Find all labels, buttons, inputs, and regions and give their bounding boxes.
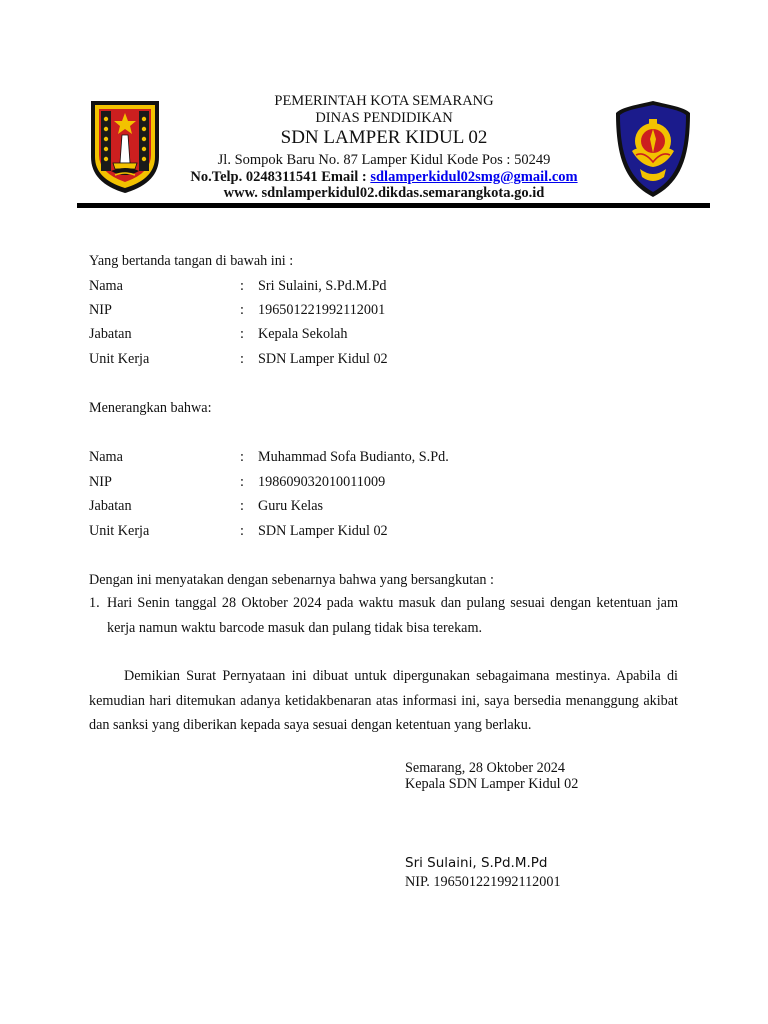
signer-value: Sri Sulaini, S.Pd.M.Pd bbox=[258, 278, 387, 294]
school-name: SDN LAMPER KIDUL 02 bbox=[280, 127, 488, 148]
subject-colon: : bbox=[240, 449, 244, 465]
signer-colon: : bbox=[240, 278, 244, 294]
phone-text: No.Telp. 0248311541 Email : bbox=[190, 169, 371, 185]
subject-value: SDN Lamper Kidul 02 bbox=[258, 523, 388, 539]
signer-colon: : bbox=[240, 351, 244, 367]
letterhead-line2: DINAS PENDIDIKAN bbox=[315, 110, 453, 126]
signer-label: NIP bbox=[89, 302, 112, 318]
subject-colon: : bbox=[240, 474, 244, 490]
subject-colon: : bbox=[240, 523, 244, 539]
school-address: Jl. Sompok Baru No. 87 Lamper Kidul Kode Pos : 50249 bbox=[217, 152, 551, 168]
intro-text: Yang bertanda tangan di bawah ini : bbox=[89, 253, 294, 269]
signer-label: Unit Kerja bbox=[89, 351, 150, 367]
subject-value: Muhammad Sofa Budianto, S.Pd. bbox=[258, 449, 449, 465]
signer-label: Jabatan bbox=[89, 326, 132, 342]
closing-paragraph: Demikian Surat Pernyataan ini dibuat untuk dipergunakan sebagaimana mestinya. Apabila di kemudian hari ditemukan adanya ketidakbenaran atas informasi ini, saya bersedia menanggung akibat dan sanksi yang diberikan kepada saya sesuai dengan ketentuan yang berlaku. bbox=[89, 668, 678, 733]
signer-colon: : bbox=[240, 326, 244, 342]
statement-item-text: Hari Senin tanggal 28 Oktober 2024 pada waktu masuk dan pulang sesuai dengan ketentuan jam kerja namun waktu barcode masuk dan pulang tidak bisa terekam. bbox=[107, 595, 678, 636]
menerangkan-text: Menerangkan bahwa: bbox=[89, 400, 212, 416]
email-link[interactable]: sdlamperkidul02smg@gmail.com bbox=[370, 169, 578, 185]
signature-position: Kepala SDN Lamper Kidul 02 bbox=[405, 776, 579, 792]
statement-item-number: 1. bbox=[89, 595, 100, 611]
signer-label: Nama bbox=[89, 278, 123, 294]
signature-name: Sri Sulaini, S.Pd.M.Pd bbox=[405, 855, 548, 871]
signer-colon: : bbox=[240, 302, 244, 318]
subject-label: NIP bbox=[89, 474, 112, 490]
signer-value: Kepala Sekolah bbox=[258, 326, 348, 342]
subject-colon: : bbox=[240, 498, 244, 514]
contact-line bbox=[0, 169, 768, 185]
subject-value: 198609032010011009 bbox=[258, 474, 386, 490]
statement-item bbox=[89, 591, 678, 641]
signature-place-date: Semarang, 28 Oktober 2024 bbox=[405, 760, 565, 776]
letterhead-divider bbox=[77, 203, 710, 208]
letterhead-line1: PEMERINTAH KOTA SEMARANG bbox=[274, 93, 494, 109]
subject-value: Guru Kelas bbox=[258, 498, 324, 514]
subject-label: Unit Kerja bbox=[89, 523, 150, 539]
signature-nip: NIP. 196501221992112001 bbox=[405, 874, 561, 890]
subject-label: Nama bbox=[89, 449, 123, 465]
statement-intro: Dengan ini menyatakan dengan sebenarnya bahwa yang bersangkutan : bbox=[89, 572, 494, 588]
signer-value: 196501221992112001 bbox=[258, 302, 386, 318]
website-text: www. sdnlamperkidul02.dikdas.semarangkota.go.id bbox=[223, 185, 545, 201]
subject-label: Jabatan bbox=[89, 498, 132, 514]
signer-value: SDN Lamper Kidul 02 bbox=[258, 351, 388, 367]
